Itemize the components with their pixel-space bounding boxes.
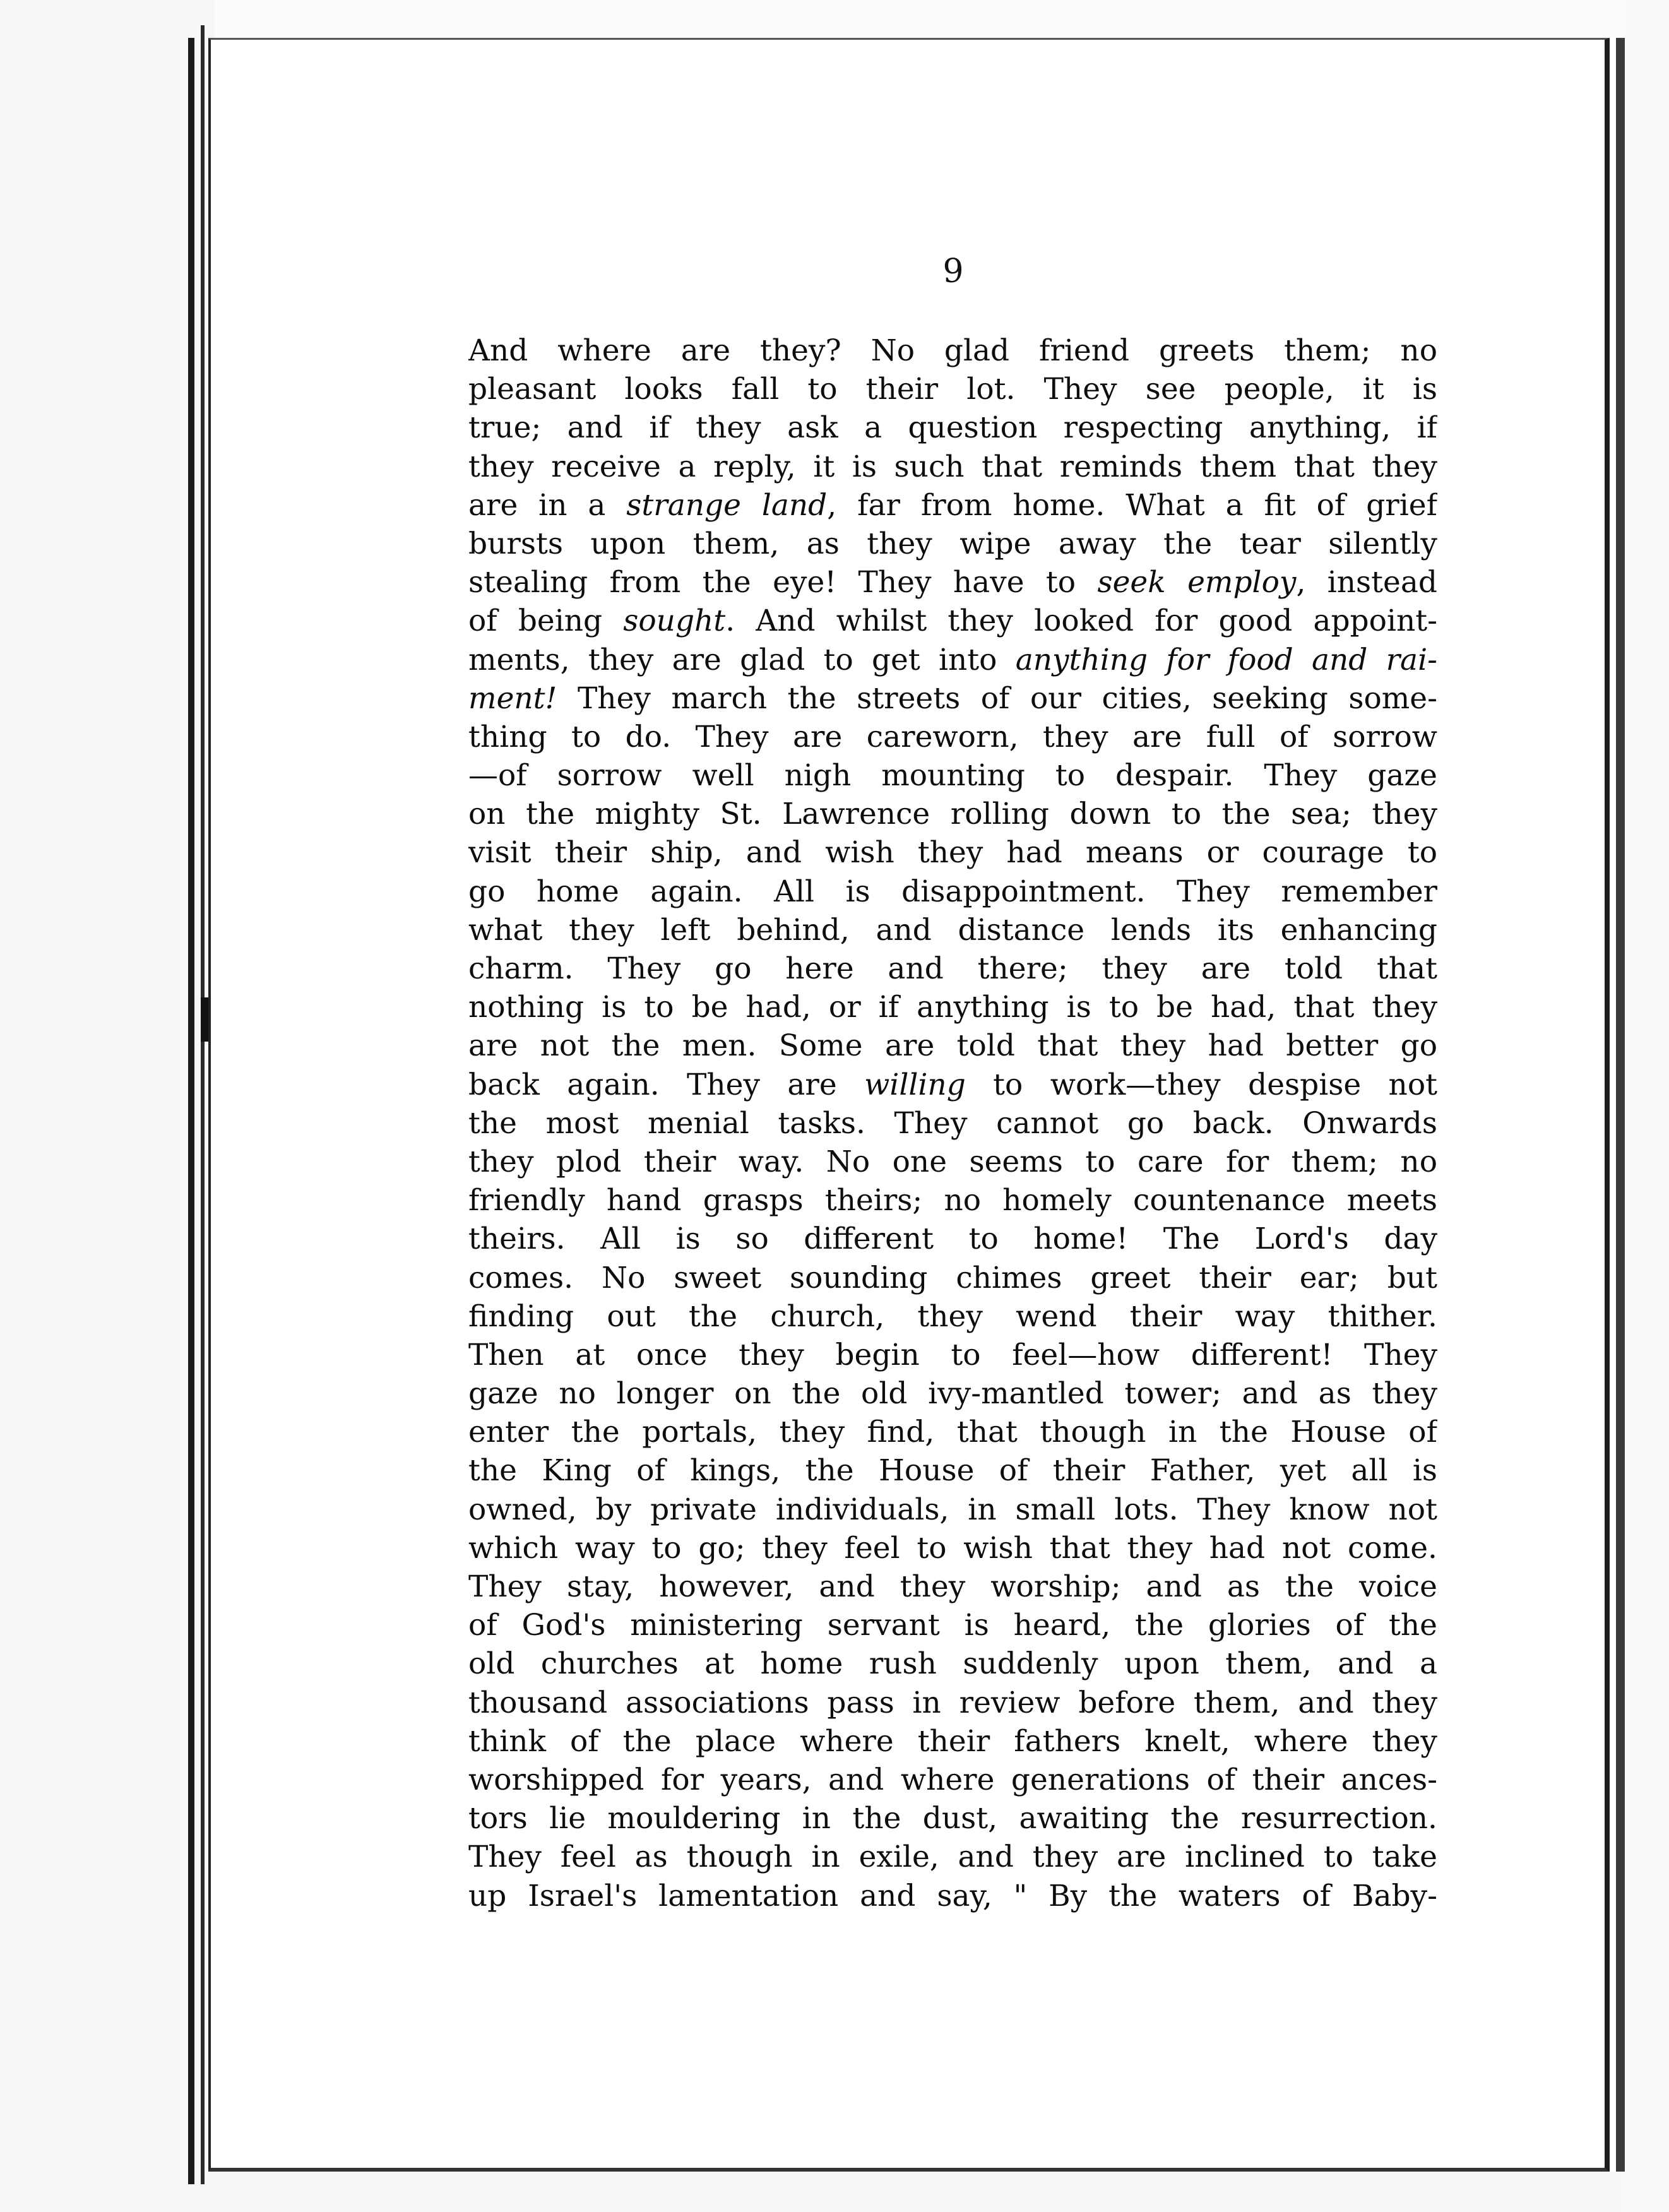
scan-bottom-margin (208, 2172, 1625, 2212)
text-line (468, 1336, 1437, 1374)
text-line (468, 370, 1437, 408)
text-line (468, 1181, 1437, 1220)
text-line (468, 718, 1437, 756)
text-run: And where are they? No glad friend greets them; no (468, 333, 1437, 368)
text-line (468, 1297, 1437, 1336)
text-run: They feel as though in exile, and they are inclined to take (468, 1840, 1437, 1875)
text-run: are in a (468, 487, 627, 523)
text-run: —of sorrow well nigh mounting to despair. They gaze (468, 758, 1437, 794)
text-line (468, 1644, 1437, 1683)
text-line (468, 1026, 1437, 1065)
text-run: nothing is to be had, or if anything is to be had, that they (468, 990, 1437, 1025)
text-line (468, 1606, 1437, 1644)
text-line (468, 525, 1437, 563)
text-line (468, 1220, 1437, 1258)
text-line (468, 756, 1437, 795)
text-line (468, 1877, 1437, 1915)
italic-text: sought (623, 604, 726, 639)
text-run: the King of kings, the House of their Father, yet all is (468, 1453, 1437, 1489)
text-run: thousand associations pass in review before them, and they (468, 1685, 1437, 1720)
text-run: friendly hand grasps theirs; no homely countenance meets (468, 1183, 1437, 1218)
text-run: thing to do. They are careworn, they are full of sorrow (468, 719, 1437, 754)
text-run: stealing from the eye! They have to (468, 565, 1098, 600)
italic-text: anything for food and rai- (1015, 642, 1437, 677)
text-run: on the mighty St. Lawrence rolling down to the sea; they (468, 797, 1437, 832)
text-line (468, 1490, 1437, 1529)
text-line (468, 1567, 1437, 1606)
text-line (468, 486, 1437, 525)
text-line (468, 1066, 1437, 1104)
text-run: worshipped for years, and where generations of their ances- (468, 1762, 1437, 1797)
page-number: 9 (942, 253, 964, 290)
text-line (468, 1104, 1437, 1143)
text-line (468, 679, 1437, 718)
text-run: up Israel's lamentation and say, " By the waters of Baby- (468, 1878, 1437, 1913)
text-run: they plod their way. No one seems to care for them; no (468, 1144, 1437, 1179)
text-line (468, 1374, 1437, 1413)
page-right-edge-shadow (1616, 38, 1625, 2172)
italic-text: seek employ (1097, 565, 1297, 600)
text-line (468, 1838, 1437, 1876)
text-run: Then at once they begin to feel—how different! They (468, 1337, 1437, 1372)
text-run: pleasant looks fall to their lot. They see people, it is (468, 372, 1437, 407)
text-run: what they left behind, and distance lends its enhancing (468, 912, 1437, 948)
text-line (468, 911, 1437, 949)
text-run: ments, they are glad to get into (468, 642, 1016, 677)
text-run: the most menial tasks. They cannot go back. Onwards (468, 1105, 1437, 1141)
italic-text: strange land (626, 487, 828, 523)
text-run: comes. No sweet sounding chimes greet their ear; but (468, 1260, 1437, 1295)
text-line (468, 1722, 1437, 1761)
text-run: to work—they despise not (965, 1067, 1437, 1102)
text-line (468, 641, 1437, 679)
text-line (468, 1143, 1437, 1181)
text-line (468, 563, 1437, 602)
text-run: owned, by private individuals, in small lots. They know not (468, 1492, 1437, 1527)
text-line (468, 949, 1437, 988)
text-run: of God's ministering servant is heard, the glories of the (468, 1608, 1437, 1643)
text-run: . And whilst they looked for good appoint- (725, 604, 1437, 639)
text-run: theirs. All is so different to home! The Lord's day (468, 1222, 1437, 1257)
italic-text: ment! (468, 681, 557, 716)
text-line (468, 1761, 1437, 1799)
binding-shadow (188, 38, 194, 2184)
text-run: bursts upon them, as they wipe away the tear silently (468, 526, 1437, 561)
text-run: which way to go; they feel to wish that they had not come. (468, 1530, 1437, 1566)
text-run: , instead (1296, 565, 1437, 600)
text-line (468, 833, 1437, 872)
scan-right-margin (1625, 0, 1669, 2212)
text-run: back again. They are (468, 1067, 865, 1102)
text-run: visit their ship, and wish they had means or courage to (468, 835, 1437, 871)
text-run: , far from home. What a fit of grief (827, 487, 1437, 523)
text-run: of being (468, 604, 624, 639)
text-run: finding out the church, they wend their way thither. (468, 1299, 1437, 1334)
text-run: true; and if they ask a question respecting anything, if (468, 410, 1437, 446)
text-run: enter the portals, they find, that though in the House of (468, 1415, 1437, 1450)
text-run: think of the place where their fathers knelt, where they (468, 1723, 1437, 1759)
text-run: they receive a reply, it is such that reminds them that they (468, 449, 1437, 484)
text-run: tors lie mouldering in the dust, awaiting the resurrection. (468, 1801, 1437, 1836)
text-line (468, 1259, 1437, 1297)
text-run: charm. They go here and there; they are told that (468, 951, 1437, 986)
text-line (468, 1413, 1437, 1451)
text-run: They march the streets of our cities, seeking some- (557, 681, 1437, 716)
text-run: gaze no longer on the old ivy-mantled tower; and as they (468, 1376, 1437, 1412)
italic-text: willing (864, 1067, 966, 1102)
body-text (468, 331, 1437, 1915)
text-line (468, 602, 1437, 640)
text-run: go home again. All is disappointment. They remember (468, 874, 1437, 909)
text-run: They stay, however, and they worship; and as the voice (468, 1569, 1437, 1604)
text-line (468, 331, 1437, 370)
text-run: old churches at home rush suddenly upon them, and a (468, 1646, 1437, 1682)
text-line (468, 988, 1437, 1026)
text-run: are not the men. Some are told that they had better go (468, 1028, 1437, 1064)
text-line (468, 795, 1437, 833)
scan-top-margin (208, 0, 1625, 38)
text-line (468, 1799, 1437, 1838)
text-line (468, 1684, 1437, 1722)
text-line (468, 1451, 1437, 1490)
text-line (468, 872, 1437, 911)
text-line (468, 448, 1437, 486)
text-line (468, 1529, 1437, 1567)
text-line (468, 408, 1437, 447)
binding-shadow-inner (201, 25, 205, 2184)
facing-page-edge (0, 0, 215, 2212)
